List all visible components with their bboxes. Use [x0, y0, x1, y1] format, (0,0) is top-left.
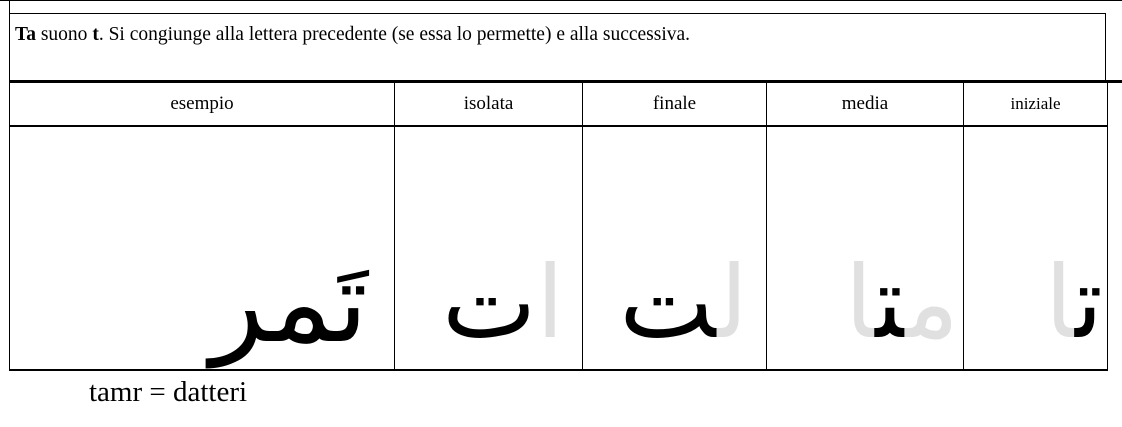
column-header-finale: finale — [583, 83, 767, 127]
highlight-letter-ta-initial: ﺗ — [1075, 244, 1103, 361]
context-letter-mim: ﻣ — [905, 244, 959, 361]
cell-isolata — [395, 127, 583, 369]
highlight-letter-ta-final: ﺖ — [619, 244, 718, 361]
description-text: Ta suono t. Si congiunge alla lettera precedente (se essa lo permette) e alla successiva. — [15, 24, 691, 45]
letter-forms-table — [9, 83, 1108, 371]
column-header-iniziale: iniziale — [964, 83, 1107, 127]
highlight-letter-ta-medial: ﺘ — [875, 244, 906, 361]
top-rule — [0, 0, 1122, 1]
cell-finale — [583, 127, 767, 369]
arabic-word-esempio: تَمر — [210, 238, 368, 368]
arabic-iniziale-group — [1044, 244, 1107, 369]
arabic-isolata-group — [442, 244, 582, 369]
letter-name: Ta — [15, 24, 36, 45]
context-letter-lam: ﻟ — [717, 244, 748, 361]
context-letter-alif: ﺎ — [1044, 244, 1076, 361]
context-letter-alif: ﺎ — [844, 244, 876, 361]
column-header-esempio: esempio — [10, 83, 395, 127]
caption-text: tamr = datteri — [89, 376, 248, 408]
cell-media — [767, 127, 964, 369]
sound-letter: t — [92, 24, 99, 45]
arabic-media-group — [844, 244, 963, 369]
highlight-letter-ta-isolated: ت — [442, 244, 537, 361]
arabic-finale-group — [619, 244, 766, 369]
description-box — [9, 13, 1106, 80]
left-border-stub — [9, 0, 10, 13]
column-header-media: media — [767, 83, 964, 127]
context-letter-alif: ا — [536, 244, 564, 361]
column-header-isolata: isolata — [395, 83, 583, 127]
cell-iniziale — [964, 127, 1107, 369]
cell-esempio — [10, 127, 395, 369]
